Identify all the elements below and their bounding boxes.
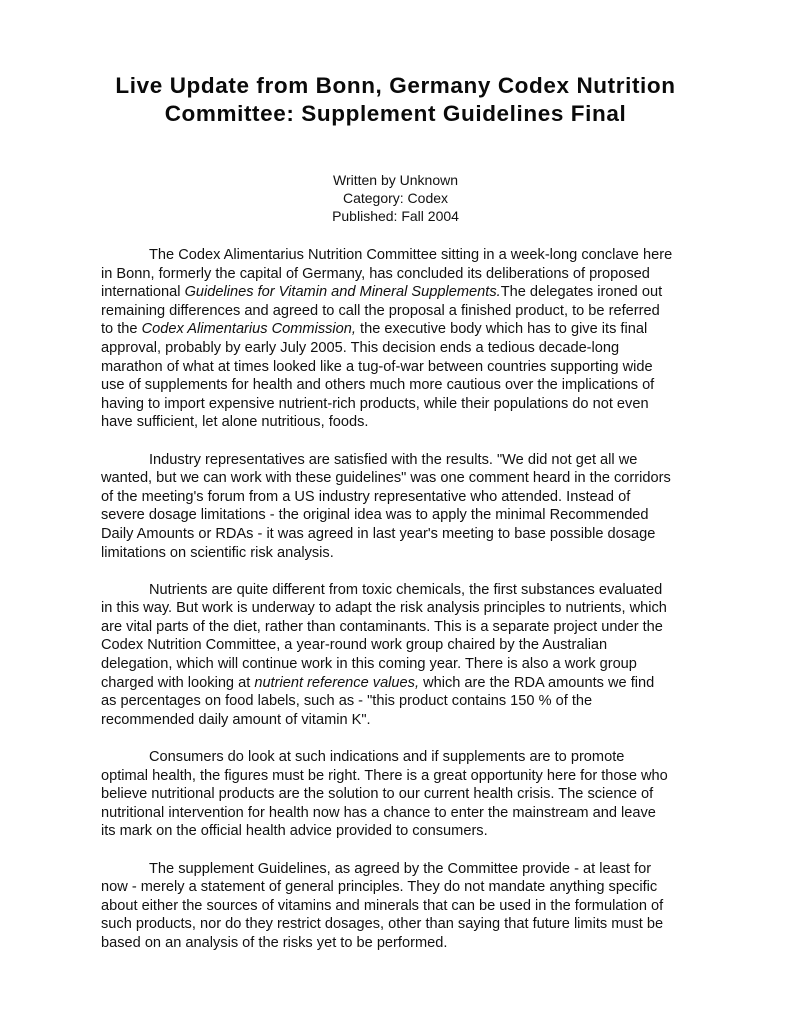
paragraph [101,581,701,730]
paragraph [101,451,701,563]
text-line: Daily Amounts or RDAs - it was agreed in last year's meeting to base possible dosage [101,525,656,542]
text-line: Nutrients are quite different from toxic chemicals, the first substances evaluated [149,581,663,598]
italic-nutrient-reference-values: nutrient reference values, [254,674,420,691]
text-line [101,283,701,302]
text-run: the executive body which has to give its final [355,321,648,338]
title-line: Live Update from Bonn, Germany Codex Nutrition [115,73,676,98]
text-line: in Bonn, formerly the capital of Germany, has concluded its deliberations of proposed [101,265,650,282]
document-body [101,246,701,971]
paragraph [101,860,701,953]
text-line: use of supplements for health and others much more cautious over the implications of [101,377,655,394]
text-line: Codex Nutrition Committee, a year-round work group chaired by the Australian [101,637,608,654]
text-line: such products, nor do they restrict dosages, other than saying that future limits must be [101,916,664,933]
text-run: The delegates ironed out [500,284,663,301]
text-run: international [101,284,185,301]
text-line: approval, probably by early July 2005. This decision ends a tedious decade-long [101,339,620,356]
italic-commission-name: Codex Alimentarius Commission, [141,321,356,338]
text-line: Consumers do look at such indications and if supplements are to promote [149,749,625,766]
paragraph [101,748,701,841]
text-line [101,674,701,693]
text-line: optimal health, the figures must be right. There is a great opportunity here for those who [101,767,668,784]
text-line: Industry representatives are satisfied with the results. "We did not get all we [149,451,638,468]
text-line: are vital parts of the diet, rather than contaminants. This is a separate project under the [101,618,663,635]
text-line: of the meeting's forum from a US industry representative who attended. Instead of [101,488,631,505]
text-line: marathon of what at times looked like a tug-of-war between countries supporting wide [101,358,653,375]
text-line: as percentages on food labels, such as - "this product contains 150 % of the [101,693,593,710]
text-line: recommended daily amount of vitamin K". [101,711,371,728]
text-line: have sufficient, let alone nutritious, foods. [101,414,369,431]
title-line: Committee: Supplement Guidelines Final [164,101,627,126]
document-title [60,72,731,128]
text-line: believe nutritional products are the solution to our current health crisis. The science of [101,786,654,803]
text-line: limitations on scientific risk analysis. [101,544,334,561]
text-line: its mark on the official health advice provided to consumers. [101,823,488,840]
text-line [101,320,701,339]
text-line: wanted, but we can work with these guidelines" was one comment heard in the corridors [101,470,671,487]
text-line: in this way. But work is underway to adapt the risk analysis principles to nutrients, which [101,600,667,617]
text-line: delegation, which will continue work in this coming year. There is also a work group [101,656,637,673]
text-run: which are the RDA amounts we find [419,674,655,691]
text-line: severe dosage limitations - the original idea was to apply the minimal Recommended [101,507,649,524]
italic-guidelines-title: Guidelines for Vitamin and Mineral Supplements. [184,284,501,301]
text-line: based on an analysis of the risks yet to be performed. [101,934,448,951]
text-line: nutritional intervention for health now has a chance to enter the mainstream and leave [101,804,656,821]
text-line: having to import expensive nutrient-rich products, while their populations do not even [101,395,649,412]
text-line: remaining differences and agreed to call the proposal a finished product, to be referred [101,302,660,319]
text-run: charged with looking at [101,674,255,691]
text-line: about either the sources of vitamins and minerals that can be used in the formulation of [101,897,664,914]
published-line: Published: Fall 2004 [332,208,459,224]
author-line: Written by Unknown [332,172,458,188]
document-meta [0,171,791,225]
paragraph [101,246,701,432]
text-line: now - merely a statement of general principles. They do not mandate anything specific [101,879,658,896]
text-line: The Codex Alimentarius Nutrition Committee sitting in a week-long conclave here [149,247,673,263]
text-run: to the [101,321,142,338]
text-line: The supplement Guidelines, as agreed by the Committee provide - at least for [149,860,652,877]
category-line: Category: Codex [342,190,449,206]
